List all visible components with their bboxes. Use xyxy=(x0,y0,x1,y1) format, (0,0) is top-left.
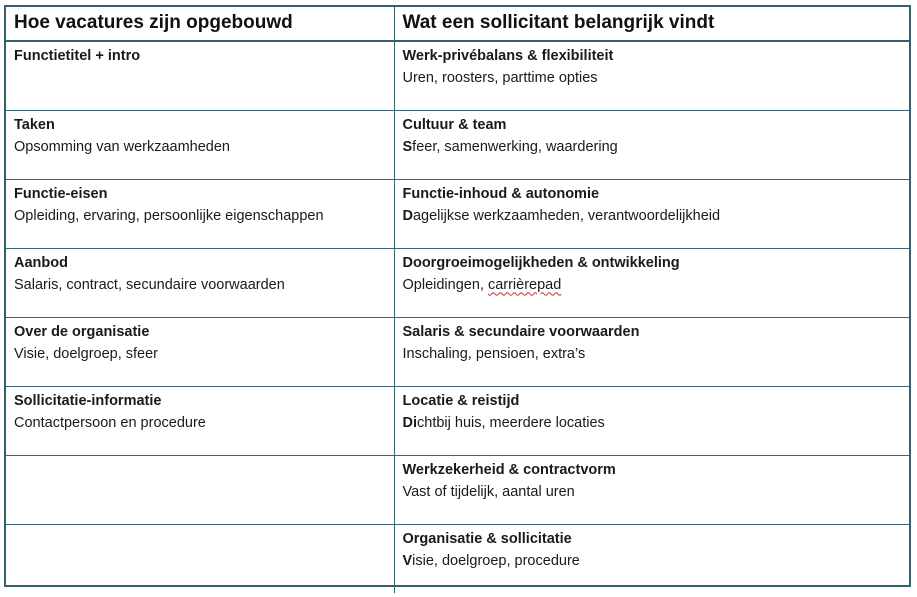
table-row xyxy=(6,179,909,248)
cell-subtitle: Sfeer, samenwerking, waardering xyxy=(402,138,618,155)
cell-subtitle: Opsomming van werkzaamheden xyxy=(14,138,230,155)
subtitle-text: Opleidingen, xyxy=(402,276,488,293)
spellcheck-flagged-word: carrièrepad xyxy=(487,276,562,293)
applicant-cell xyxy=(394,179,909,248)
header-vacancy-structure: Hoe vacatures zijn opgebouwd xyxy=(6,7,394,41)
table-row xyxy=(6,524,909,593)
cell-title: Doorgroeimogelijkheden & ontwikkeling xyxy=(402,254,680,271)
vacancy-cell xyxy=(6,386,394,455)
cell-subtitle: Dagelijkse werkzaamheden, verantwoordelijkheid xyxy=(402,207,721,224)
subtitle-bold-prefix: Di xyxy=(402,414,417,431)
applicant-cell xyxy=(394,524,909,593)
comparison-table-container xyxy=(4,5,911,587)
cell-subtitle: Inschaling, pensioen, extra’s xyxy=(402,345,586,362)
vacancy-cell xyxy=(6,41,394,110)
cell-subtitle xyxy=(403,412,902,434)
table-row xyxy=(6,110,909,179)
comparison-table xyxy=(6,7,909,593)
cell-title: Functie-eisen xyxy=(14,185,108,202)
vacancy-cell xyxy=(6,110,394,179)
table-row xyxy=(6,386,909,455)
vacancy-cell xyxy=(6,317,394,386)
cell-subtitle: Vast of tijdelijk, aantal uren xyxy=(402,483,575,500)
cell-title: Sollicitatie-informatie xyxy=(14,392,162,409)
applicant-cell xyxy=(394,110,909,179)
cell-title: Functietitel + intro xyxy=(14,48,141,64)
header-applicant-priorities: Wat een sollicitant belangrijk vindt xyxy=(394,7,909,41)
applicant-cell xyxy=(394,41,909,110)
cell-subtitle: Visie, doelgroep, procedure xyxy=(402,552,580,569)
applicant-cell xyxy=(394,248,909,317)
cell-title: Locatie & reistijd xyxy=(402,392,520,409)
cell-title: Aanbod xyxy=(14,254,68,271)
cell-title: Taken xyxy=(14,116,55,133)
vacancy-cell xyxy=(6,248,394,317)
cell-title: Functie-inhoud & autonomie xyxy=(402,185,600,202)
table-row xyxy=(6,248,909,317)
cell-subtitle: Contactpersoon en procedure xyxy=(14,414,206,431)
cell-subtitle xyxy=(403,274,902,296)
cell-subtitle: Uren, roosters, parttime opties xyxy=(402,70,598,86)
cell-subtitle: Salaris, contract, secundaire voorwaarden xyxy=(14,276,285,293)
table-row xyxy=(6,317,909,386)
cell-title: Over de organisatie xyxy=(14,323,150,340)
subtitle-text: chtbij huis, meerdere locaties xyxy=(417,414,605,431)
cell-title: Cultuur & team xyxy=(402,116,507,133)
vacancy-cell-empty xyxy=(6,524,394,593)
vacancy-cell xyxy=(6,179,394,248)
cell-subtitle: Opleiding, ervaring, persoonlijke eigenschappen xyxy=(14,207,324,224)
cell-subtitle: Visie, doelgroep, sfeer xyxy=(14,345,159,362)
cell-title: Organisatie & sollicitatie xyxy=(402,530,572,547)
table-row xyxy=(6,455,909,524)
applicant-cell xyxy=(394,317,909,386)
applicant-cell xyxy=(394,386,909,455)
vacancy-cell-empty xyxy=(6,455,394,524)
cell-title: Salaris & secundaire voorwaarden xyxy=(402,323,640,340)
table-header-row xyxy=(6,7,909,41)
applicant-cell xyxy=(394,455,909,524)
cell-title: Werk-privébalans & flexibiliteit xyxy=(402,48,614,64)
cell-title: Werkzekerheid & contractvorm xyxy=(402,461,616,478)
table-row xyxy=(6,41,909,110)
